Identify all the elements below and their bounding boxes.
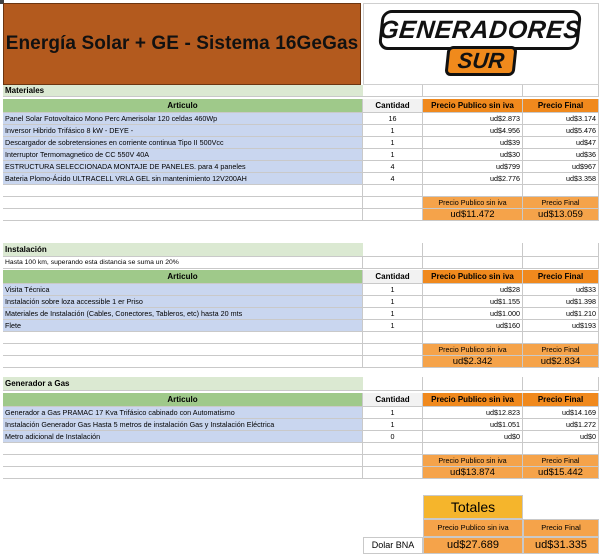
item-cantidad[interactable]: 1	[363, 296, 423, 308]
item-precio-publico[interactable]: ud$0	[423, 431, 523, 443]
section-title[interactable]: Materiales	[3, 85, 363, 97]
col-precio-final[interactable]: Precio Final	[523, 393, 599, 407]
header	[3, 3, 599, 85]
item-articulo[interactable]: Generador a Gas PRAMAC 17 Kva Trifásico cabinado con Automatismo	[3, 407, 363, 419]
item-precio-final[interactable]: ud$0	[523, 431, 599, 443]
table-row	[3, 320, 599, 332]
empty-cell	[523, 85, 599, 97]
empty-cell	[523, 332, 599, 344]
item-precio-final[interactable]: ud$3.174	[523, 113, 599, 125]
empty-cell	[363, 197, 423, 209]
empty-cell	[423, 377, 523, 391]
item-precio-final[interactable]: ud$36	[523, 149, 599, 161]
item-precio-final[interactable]: ud$14.169	[523, 407, 599, 419]
empty-cell	[3, 332, 363, 344]
col-cantidad[interactable]: Cantidad	[363, 99, 423, 113]
item-cantidad[interactable]: 1	[363, 137, 423, 149]
item-cantidad[interactable]: 1	[363, 125, 423, 137]
item-cantidad[interactable]: 16	[363, 113, 423, 125]
subtotal-label-final[interactable]: Precio Final	[523, 197, 599, 209]
item-articulo[interactable]: Inversor Hibrido Trifásico 8 kW - DEYE -	[3, 125, 363, 137]
title-cell[interactable]	[3, 3, 361, 85]
item-cantidad[interactable]: 1	[363, 419, 423, 431]
subtotal-label-publico[interactable]: Precio Publico sin iva	[423, 344, 523, 356]
empty-cell	[363, 443, 423, 455]
subtotal-final[interactable]: ud$2.834	[523, 356, 599, 368]
item-cantidad[interactable]: 0	[363, 431, 423, 443]
subtotal-final[interactable]: ud$13.059	[523, 209, 599, 221]
item-articulo[interactable]: Metro adicional de Instalación	[3, 431, 363, 443]
item-articulo[interactable]: Flete	[3, 320, 363, 332]
item-articulo[interactable]: Bateria Plomo-Ácido ULTRACELL VRLA GEL sin mantenimiento 12V200AH	[3, 173, 363, 185]
logo	[363, 3, 599, 85]
column-header-row	[3, 393, 599, 407]
item-precio-final[interactable]: ud$3.358	[523, 173, 599, 185]
empty-cell	[3, 209, 363, 221]
item-cantidad[interactable]: 1	[363, 149, 423, 161]
item-articulo[interactable]: Panel Solar Fotovoltaico Mono Perc Amerisolar 120 celdas 460Wp	[3, 113, 363, 125]
empty-cell	[363, 455, 423, 467]
item-precio-final[interactable]: ud$1.398	[523, 296, 599, 308]
section-title[interactable]: Generador a Gas	[3, 377, 363, 391]
empty-cell	[523, 443, 599, 455]
item-precio-publico[interactable]: ud$12.823	[423, 407, 523, 419]
item-precio-final[interactable]: ud$967	[523, 161, 599, 173]
grand-total-publico[interactable]: ud$27.689	[423, 537, 523, 554]
empty-cell	[423, 332, 523, 344]
table-row	[3, 149, 599, 161]
empty-cell	[3, 344, 363, 356]
empty-cell	[363, 209, 423, 221]
item-articulo[interactable]: Descargador de sobretensiones en corriente continua Tipo II 500Vcc	[3, 137, 363, 149]
item-articulo[interactable]: ESTRUCTURA SELECCIONADA MONTAJE DE PANELES. para 4 paneles	[3, 161, 363, 173]
total-label-publico[interactable]: Precio Publico sin iva	[423, 519, 523, 537]
col-precio-publico[interactable]: Precio Publico sin iva	[423, 270, 523, 284]
empty-cell	[523, 185, 599, 197]
grand-total-final[interactable]: ud$31.335	[523, 537, 599, 554]
table-row	[3, 419, 599, 431]
item-precio-publico[interactable]: ud$1.051	[423, 419, 523, 431]
table-row	[3, 113, 599, 125]
note-row	[3, 257, 599, 269]
item-articulo[interactable]: Materiales de Instalación (Cables, Conectores, Tableros, etc) hasta 20 mts	[3, 308, 363, 320]
item-precio-publico[interactable]: ud$1.155	[423, 296, 523, 308]
empty-cell	[3, 467, 363, 479]
item-articulo[interactable]: Interruptor Termomagnetico de CC 550V 40A	[3, 149, 363, 161]
empty-cell	[423, 85, 523, 97]
subtotal-publico[interactable]: ud$11.472	[423, 209, 523, 221]
subtotal-final[interactable]: ud$15.442	[523, 467, 599, 479]
item-precio-publico[interactable]: ud$30	[423, 149, 523, 161]
col-cantidad[interactable]: Cantidad	[363, 393, 423, 407]
section-title[interactable]: Instalación	[3, 243, 363, 257]
subtotal-label-row	[3, 455, 599, 467]
column-header-row	[3, 270, 599, 284]
item-precio-final[interactable]: ud$33	[523, 284, 599, 296]
subtotal-label-final[interactable]: Precio Final	[523, 455, 599, 467]
col-articulo[interactable]: Articulo	[3, 270, 363, 284]
empty-cell	[363, 356, 423, 368]
page-title: Energía Solar + GE - Sistema 16GeGas	[5, 33, 359, 54]
col-precio-final[interactable]: Precio Final	[523, 270, 599, 284]
empty-cell	[523, 243, 599, 257]
col-cantidad[interactable]: Cantidad	[363, 270, 423, 284]
table-row	[3, 137, 599, 149]
empty-cell	[423, 243, 523, 257]
item-precio-final[interactable]: ud$47	[523, 137, 599, 149]
empty-cell	[363, 257, 423, 269]
empty-cell	[523, 377, 599, 391]
item-cantidad[interactable]: 1	[363, 308, 423, 320]
item-precio-publico[interactable]: ud$39	[423, 137, 523, 149]
empty-cell	[423, 443, 523, 455]
spacer-row	[3, 332, 599, 344]
item-cantidad[interactable]: 1	[363, 284, 423, 296]
empty-cell	[363, 85, 423, 97]
dolar-bna-label[interactable]: Dolar BNA	[363, 537, 423, 554]
item-precio-publico[interactable]: ud$2.776	[423, 173, 523, 185]
empty-cell	[363, 467, 423, 479]
table-row	[3, 125, 599, 137]
distance-note[interactable]: Hasta 100 km, superando esta distancia se suma un 20%	[3, 257, 363, 269]
subtotal-label-row	[3, 197, 599, 209]
table-row	[3, 284, 599, 296]
table-row	[3, 173, 599, 185]
empty-cell	[523, 257, 599, 269]
item-cantidad[interactable]: 4	[363, 173, 423, 185]
item-precio-publico[interactable]: ud$160	[423, 320, 523, 332]
item-articulo[interactable]: Visita Técnica	[3, 284, 363, 296]
item-cantidad[interactable]: 4	[363, 161, 423, 173]
empty-cell	[363, 344, 423, 356]
subtotal-label-publico[interactable]: Precio Publico sin iva	[423, 197, 523, 209]
spacer-row	[3, 185, 599, 197]
item-precio-final[interactable]: ud$1.272	[523, 419, 599, 431]
col-precio-publico[interactable]: Precio Publico sin iva	[423, 99, 523, 113]
subtotal-value-row	[3, 356, 599, 368]
item-precio-publico[interactable]: ud$2.873	[423, 113, 523, 125]
empty-cell	[3, 455, 363, 467]
empty-cell	[3, 197, 363, 209]
subtotal-value-row	[3, 209, 599, 221]
subtotal-label-publico[interactable]: Precio Publico sin iva	[423, 455, 523, 467]
item-articulo[interactable]: Instalación sobre loza accessible 1 er Priso	[3, 296, 363, 308]
column-header-row	[3, 99, 599, 113]
logo-wordmark-bottom: SUR	[444, 46, 517, 76]
empty-cell	[363, 185, 423, 197]
item-precio-publico[interactable]: ud$4.956	[423, 125, 523, 137]
section-header-materiales	[3, 85, 599, 97]
item-precio-final[interactable]: ud$1.210	[523, 308, 599, 320]
col-precio-final[interactable]: Precio Final	[523, 99, 599, 113]
item-cantidad[interactable]: 1	[363, 320, 423, 332]
section-header-generador	[3, 377, 599, 391]
item-precio-publico[interactable]: ud$1.000	[423, 308, 523, 320]
table-row	[3, 296, 599, 308]
total-label-final[interactable]: Precio Final	[523, 519, 599, 537]
logo-wordmark-top: GENERADORES	[378, 10, 582, 50]
col-precio-publico[interactable]: Precio Publico sin iva	[423, 393, 523, 407]
empty-cell	[423, 257, 523, 269]
empty-cell	[3, 185, 363, 197]
item-cantidad[interactable]: 1	[363, 407, 423, 419]
spacer-row	[3, 443, 599, 455]
subtotal-value-row	[3, 467, 599, 479]
subtotal-label-row	[3, 344, 599, 356]
subtotal-label-final[interactable]: Precio Final	[523, 344, 599, 356]
empty-cell	[363, 377, 423, 391]
col-articulo[interactable]: Articulo	[3, 393, 363, 407]
subtotal-publico[interactable]: ud$2.342	[423, 356, 523, 368]
item-articulo[interactable]: Instalación Generador Gas Hasta 5 metros de instalación Gas y Instalación Eléctrica	[3, 419, 363, 431]
table-row	[3, 308, 599, 320]
item-precio-final[interactable]: ud$193	[523, 320, 599, 332]
table-row	[3, 407, 599, 419]
subtotal-publico[interactable]: ud$13.874	[423, 467, 523, 479]
empty-cell	[3, 356, 363, 368]
empty-cell	[363, 332, 423, 344]
empty-cell	[363, 243, 423, 257]
table-row	[3, 431, 599, 443]
section-header-instalacion	[3, 243, 599, 257]
item-precio-publico[interactable]: ud$28	[423, 284, 523, 296]
empty-cell	[423, 185, 523, 197]
empty-cell	[3, 443, 363, 455]
item-precio-publico[interactable]: ud$799	[423, 161, 523, 173]
totales-title[interactable]: Totales	[423, 495, 523, 519]
item-precio-final[interactable]: ud$5.476	[523, 125, 599, 137]
table-row	[3, 161, 599, 173]
col-articulo[interactable]: Articulo	[3, 99, 363, 113]
